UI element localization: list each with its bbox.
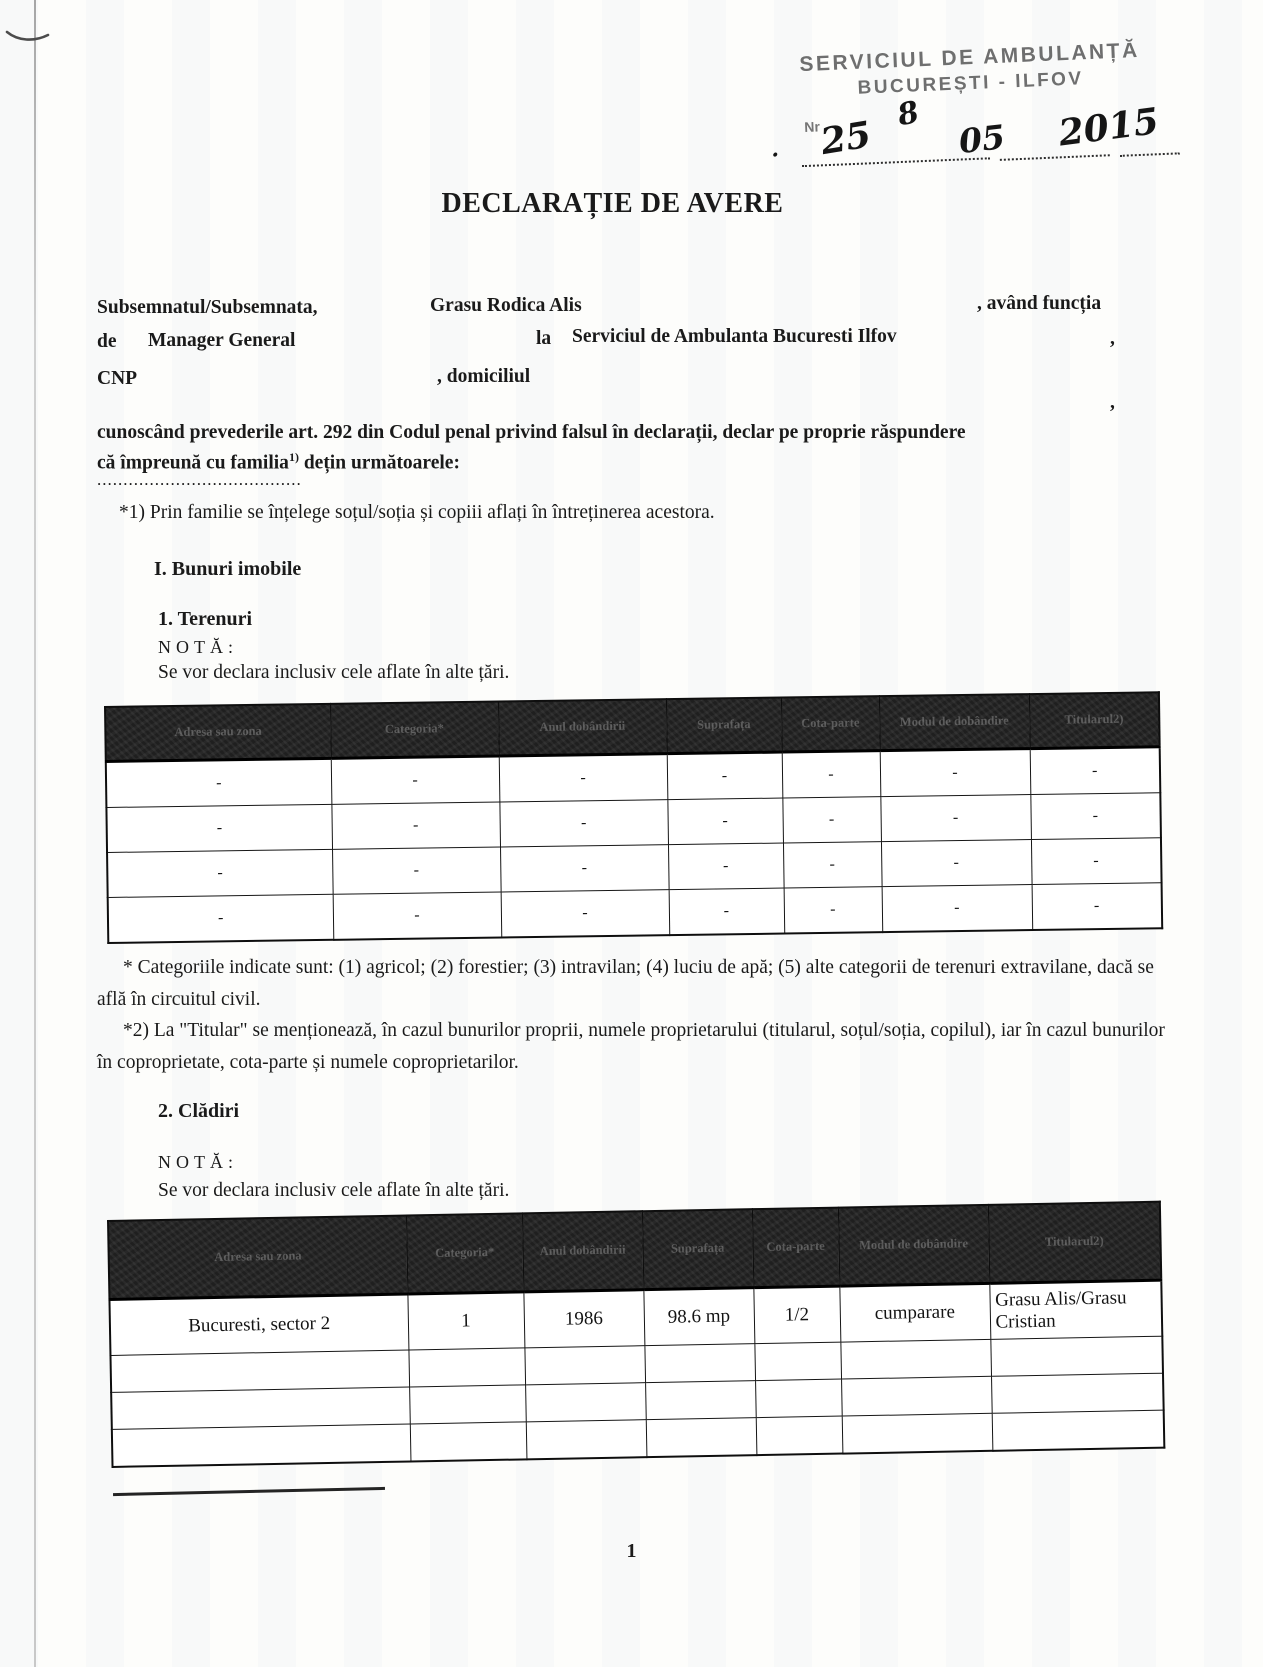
- document-title: DECLARAȚIE DE AVERE: [441, 188, 784, 219]
- table-cell: cumparare: [839, 1283, 990, 1342]
- table-cell: -: [669, 888, 785, 935]
- column-header: Adresa sau zona: [108, 1216, 407, 1300]
- table-cell: -: [1030, 793, 1161, 840]
- table-cell: -: [499, 800, 668, 847]
- institution-value: Serviciul de Ambulanta Bucuresti Ilfov: [572, 326, 897, 347]
- table-cell: [526, 1420, 647, 1460]
- page-number: 1: [626, 1540, 637, 1562]
- subsemnatul-label: Subsemnatul/Subsemnata,: [97, 297, 318, 318]
- table-cell: [990, 1336, 1163, 1376]
- comma-after-domiciliul: ,: [1110, 392, 1115, 413]
- column-header: Anul dobândirii: [522, 1211, 643, 1292]
- table-cell: -: [331, 802, 500, 849]
- stamp-dotted-line-3: [1120, 152, 1180, 157]
- column-header: Modul de dobândire: [879, 694, 1030, 751]
- de-label: de: [97, 331, 117, 352]
- column-header: Suprafața: [642, 1209, 753, 1290]
- table-cell: [841, 1376, 992, 1416]
- terenuri-table-wrapper: [104, 691, 1163, 944]
- table-cell: 1: [407, 1292, 524, 1350]
- column-header: Titularul2): [988, 1202, 1161, 1284]
- table-cell: [991, 1373, 1164, 1413]
- table-cell: -: [1031, 838, 1162, 885]
- table-cell: -: [667, 798, 783, 845]
- declarant-name-value: Grasu Rodica Alis: [430, 295, 582, 316]
- column-header: Cota-parte: [752, 1208, 839, 1288]
- cnp-label: CNP: [97, 368, 138, 389]
- footnote-separator-rule: [113, 1487, 385, 1496]
- handwritten-month: 05: [956, 117, 1007, 162]
- table-cell: -: [784, 887, 883, 934]
- table-cell: [112, 1424, 411, 1467]
- table-cell: -: [1032, 883, 1163, 930]
- nota-text-cladiri: Se vor declara inclusiv cele aflate în alte țări.: [158, 1180, 510, 1201]
- table-cell: [840, 1339, 991, 1379]
- table-cell: -: [500, 845, 669, 892]
- footnote-marker-1: 1): [288, 450, 299, 464]
- table-cell: [756, 1416, 843, 1455]
- handwritten-extra-digit: 8: [894, 94, 923, 134]
- handwritten-year: 2015: [1056, 100, 1162, 155]
- table-cell: -: [501, 890, 670, 938]
- page-edge-scan-line: [34, 0, 36, 1667]
- handwritten-dot: ·: [770, 142, 780, 169]
- function-value: Manager General: [148, 330, 296, 351]
- stamp-dotted-line-2: [1000, 154, 1110, 161]
- column-header: Modul de dobândire: [838, 1205, 989, 1286]
- column-header: Titularul2): [1029, 692, 1160, 748]
- cladiri-heading: 2. Clădiri: [158, 1100, 240, 1122]
- table-cell: -: [782, 751, 881, 798]
- nota-label-cladiri: NOTĂ:: [158, 1152, 238, 1172]
- table-cell: -: [881, 840, 1032, 887]
- table-cell: [110, 1350, 409, 1392]
- section-bunuri-heading: I. Bunuri imobile: [154, 558, 302, 580]
- note-categorii: * Categoriile indicate sunt: (1) agricol; (2) forestier; (3) intravilan; (4) luciu de apă; (5) alte categorii de terenuri extravilane, dacă se află în circuitul civil.: [97, 957, 1154, 1010]
- table-cell: -: [882, 885, 1033, 933]
- cladiri-table-wrapper: [107, 1201, 1165, 1468]
- table-cell: 1/2: [753, 1286, 840, 1344]
- column-header: Cota-parte: [781, 696, 880, 752]
- table-cell: [842, 1413, 993, 1453]
- table-cell: -: [106, 804, 332, 852]
- cladiri-table: [107, 1201, 1165, 1468]
- table-cell: -: [782, 797, 881, 843]
- column-header: Anul dobândirii: [498, 699, 667, 756]
- page-curl-mark: [4, 22, 64, 52]
- terenuri-table: [104, 691, 1163, 944]
- legal-line2-pre: că împreună cu familia: [97, 452, 289, 474]
- explanatory-notes: [97, 952, 1169, 1078]
- table-cell: -: [880, 749, 1031, 797]
- column-header: Categoria*: [406, 1213, 523, 1294]
- table-cell: [525, 1383, 646, 1422]
- stamp-line2: BUCUREȘTI - ILFOV: [857, 68, 1085, 99]
- table-cell: -: [1030, 747, 1161, 795]
- table-cell: 98.6 mp: [643, 1288, 754, 1346]
- table-cell: [111, 1387, 410, 1429]
- table-cell: [755, 1379, 842, 1418]
- table-cell: Bucuresti, sector 2: [109, 1294, 408, 1355]
- table-cell: [646, 1418, 757, 1458]
- stamp-nr-label: Nr: [803, 118, 821, 136]
- terenuri-heading: 1. Terenuri: [158, 608, 253, 630]
- handwritten-day: 25: [817, 113, 875, 164]
- table-cell: -: [331, 756, 500, 804]
- table-cell: [645, 1381, 756, 1420]
- legal-line2-post: dețin următoarele:: [298, 452, 460, 474]
- table-cell: [644, 1344, 755, 1383]
- table-cell: -: [499, 754, 668, 802]
- table-cell: [754, 1342, 841, 1381]
- registration-stamp: [759, 37, 1184, 194]
- legal-text-line1: cunoscând prevederile art. 292 din Codul penal privind falsul în declarații, declar pe proprie răspundere: [97, 422, 966, 443]
- table-cell: [408, 1348, 525, 1387]
- avand-functia-label: , având funcția: [977, 293, 1102, 314]
- dotted-fill-line: .......................................: [97, 470, 302, 489]
- domiciliul-label: , domiciliul: [437, 366, 531, 387]
- column-header: Suprafața: [666, 698, 782, 754]
- table-cell: Grasu Alis/Grasu Cristian: [989, 1280, 1162, 1339]
- table-cell: [992, 1410, 1165, 1451]
- table-cell: -: [880, 795, 1031, 842]
- table-cell: -: [668, 843, 784, 890]
- table-cell: 1986: [523, 1290, 644, 1348]
- comma-after-institution: ,: [1110, 328, 1115, 349]
- column-header: Categoria*: [330, 701, 499, 758]
- table-cell: -: [333, 892, 502, 940]
- footnote-familie: *1) Prin familie se înțelege soțul/soția și copiii aflați în întreținerea acestora.: [119, 502, 715, 523]
- table-cell: -: [667, 752, 783, 800]
- stamp-line1: SERVICIUL DE AMBULANȚĂ: [798, 38, 1141, 77]
- nota-label-terenuri: NOTĂ:: [158, 637, 238, 657]
- column-header: Adresa sau zona: [105, 704, 331, 762]
- table-cell: -: [108, 894, 334, 943]
- table-cell: [410, 1422, 527, 1462]
- note-titular: *2) La "Titular" se menționează, în cazul bunurilor proprii, numele proprietarului (titularul, soțul/soția, copilul), iar în cazul bunurilor în coproprietate, cota-parte și numele coproprietarilor.: [97, 1020, 1165, 1073]
- table-cell: -: [107, 849, 333, 897]
- nota-text-terenuri: Se vor declara inclusiv cele aflate în alte țări.: [158, 662, 510, 683]
- table-cell: -: [106, 758, 332, 807]
- table-cell: [409, 1385, 526, 1424]
- table-cell: [524, 1346, 645, 1385]
- table-cell: -: [332, 847, 501, 894]
- table-cell: -: [783, 842, 882, 888]
- la-label: la: [536, 328, 552, 349]
